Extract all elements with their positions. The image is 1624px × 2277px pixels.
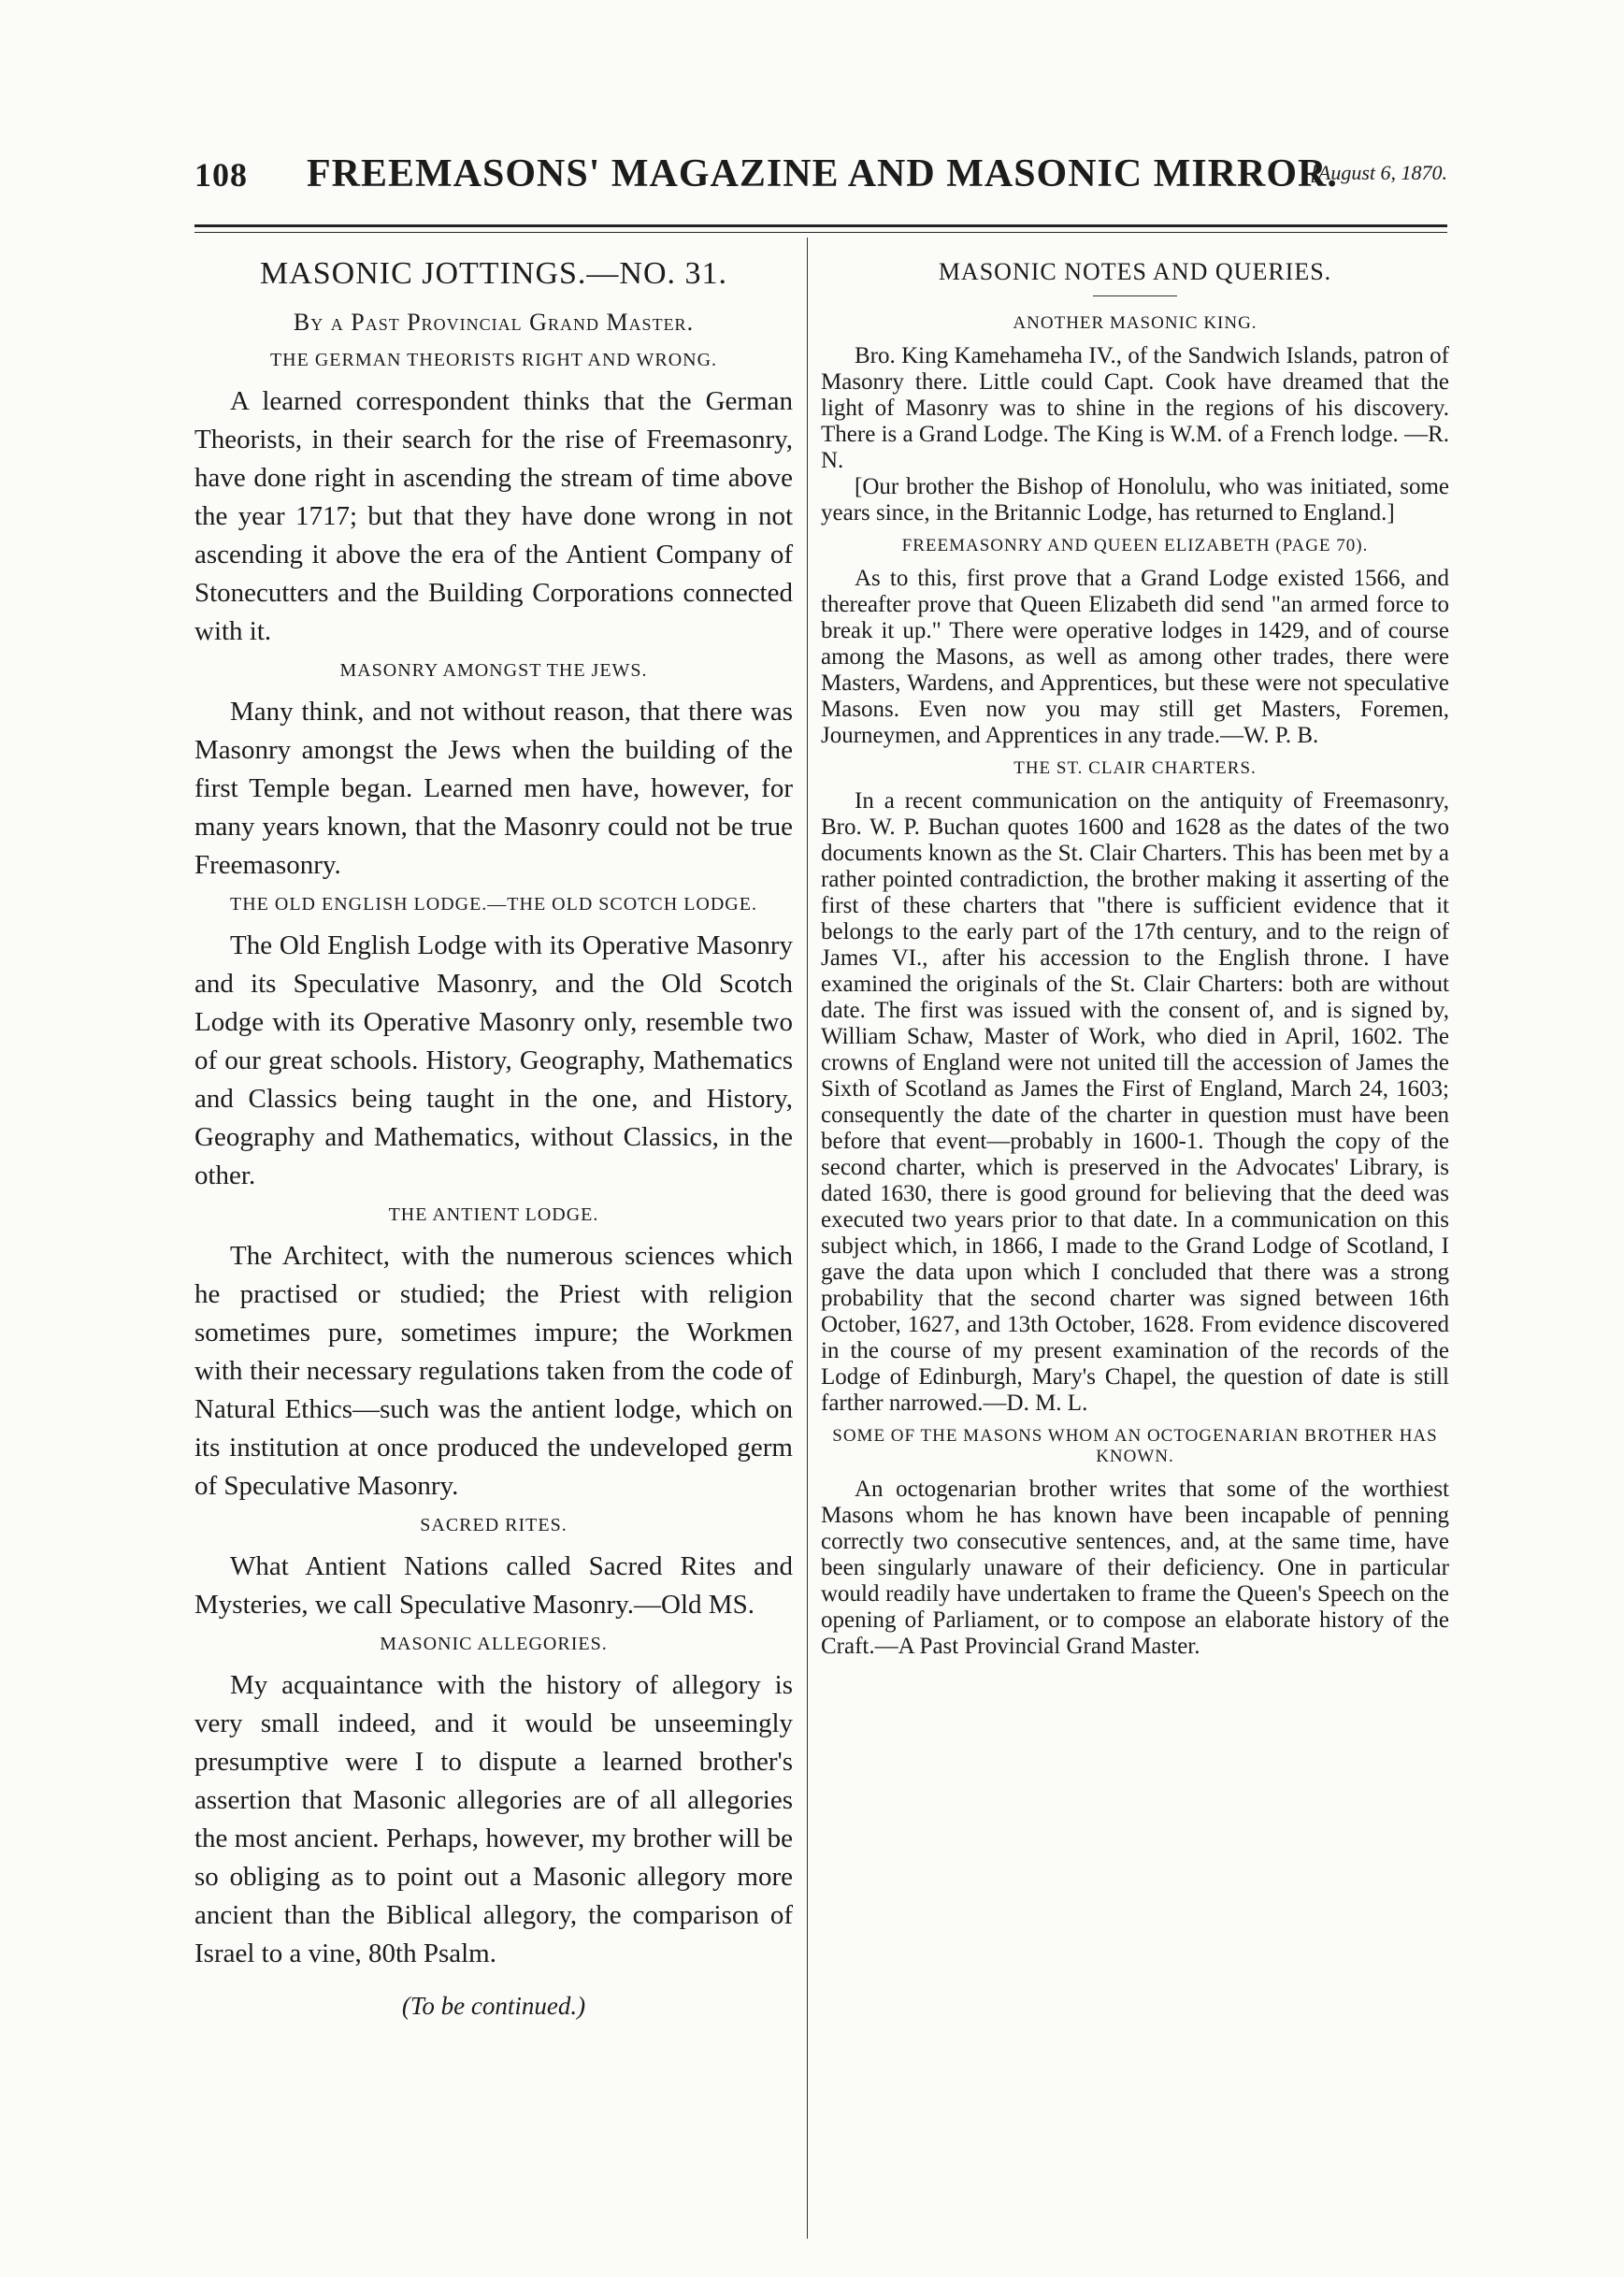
page-header (194, 151, 1447, 206)
article-title: MASONIC NOTES AND QUERIES. (938, 258, 1332, 285)
section-heading: SOME OF THE MASONS WHOM AN OCTOGENARIAN BROTHER HAS KNOWN. (832, 1426, 1438, 1466)
section-paragraph: An octogenarian brother writes that some of the worthiest Masons whom he has known have been incapable of penning correctly two consecutive sentences, and, at the same time, have been singularly unaware of their deficiency. One in particular would readily have undertaken to frame the Queen's Speech on the opening of Parliament, or to compose an elaborate history of the Craft.—A Past Provincial Grand Master. (821, 1477, 1449, 1659)
left-column (194, 245, 793, 2021)
section-paragraph: [Our brother the Bishop of Honolulu, who was initiated, some years since, in the Britannic Lodge, has returned to England.] (821, 474, 1449, 526)
section-paragraph: The Architect, with the numerous sciences which he practised or studied; the Priest with religion sometimes pure, sometimes impure; the Workmen with their necessary regulations taken from the code of Natural Ethics—such was the antient lodge, which on its institution at once produced the undeveloped germ of Speculative Masonry. (194, 1241, 793, 1501)
page-number: 108 (194, 156, 248, 194)
title-rule (1093, 295, 1177, 296)
section-paragraph: Bro. King Kamehameha IV., of the Sandwich Islands, patron of Masonry there. Little could Capt. Cook have dreamed that the light of Masonry was to shine in the regions of his discovery. There is a Grand Lodge. The King is W.M. of a French lodge. —R. N. (821, 343, 1449, 473)
section-paragraph: As to this, first prove that a Grand Lodge existed 1566, and thereafter prove that Queen Elizabeth did send "an armed force to break it up." There were operative lodges in 1429, and of course among the Masons, as well as among other trades, there were Masters, Wardens, and Apprentices, but these were not speculative Masons. Even now you may still get Masters, Foremen, Journeymen, and Apprentices in any trade.—W. P. B. (821, 566, 1449, 748)
section-paragraph: My acquaintance with the history of allegory is very small indeed, and it would be unseemingly presumptive were I to dispute a learned brother's assertion that Masonic allegories are of all allegories the most ancient. Perhaps, however, my brother will be so obliging as to point out a Masonic allegory more ancient than the Biblical allegory, the comparison of Israel to a vine, 80th Psalm. (194, 1670, 793, 1968)
section-paragraph: The Old English Lodge with its Operative Masonry and its Speculative Masonry, and the Old Scotch Lodge with its Operative Masonry only, resemble two of our great schools. History, Geography, Mathematics and Classics being taught in the one, and History, Geography and Mathematics, without Classics, in the other. (194, 930, 793, 1190)
column-divider (807, 238, 808, 2239)
issue-date: [August 6, 1870. (1310, 161, 1447, 184)
continued-note: (To be continued.) (401, 1992, 586, 2020)
magazine-title: FREEMASONS' MAGAZINE AND MASONIC MIRROR. (307, 152, 1338, 195)
section-heading: FREEMASONRY AND QUEEN ELIZABETH (PAGE 70). (901, 536, 1369, 555)
header-rule (194, 224, 1447, 227)
section-heading: MASONIC ALLEGORIES. (380, 1634, 608, 1654)
section-heading: ANOTHER MASONIC KING. (1013, 313, 1258, 333)
section-paragraph: Many think, and not without reason, that there was Masonry amongst the Jews when the building of the first Temple began. Learned men have, however, for many years known, that the Masonry could not be true Freemasonry. (194, 697, 793, 880)
section-paragraph: What Antient Nations called Sacred Rites and Mysteries, we call Speculative Masonry.—Old MS. (194, 1551, 793, 1620)
section-heading: THE ANTIENT LODGE. (388, 1204, 599, 1225)
section-heading: SACRED RITES. (420, 1515, 568, 1535)
section-heading: THE GERMAN THEORISTS RIGHT AND WRONG. (269, 350, 718, 370)
section-paragraph: A learned correspondent thinks that the German Theorists, in their search for the rise of Freemasonry, have done right in ascending the stream of time above the year 1717; but that they have done wrong in not ascending it above the era of the Antient Company of Stonecutters and the Building Corporations connected with it. (194, 386, 793, 646)
right-column (821, 245, 1449, 1660)
section-heading: THE OLD ENGLISH LODGE.—THE OLD SCOTCH LODGE. (230, 894, 757, 915)
section-paragraph: In a recent communication on the antiquity of Freemasonry, Bro. W. P. Buchan quotes 1600 and 1628 as the dates of the two documents known as the St. Clair Charters. This has been met by a rather pointed contradiction, the brother making it asserting of the first of these charters that "there is sufficient evidence that it belongs to the early part of the 17th century, and to the reign of James VI., after his accession to the English throne. I have examined the originals of the St. Clair Charters: both are without date. The first was issued with the consent of, and is signed by, William Schaw, Master of Work, who died in April, 1602. The crowns of England were not united till the accession of James the Sixth of Scotland as James the First of England, March 24, 1603; consequently the date of the charter in question must have been before that event—probably in 1600-1. Though the copy of the second charter, which is preserved in the Advocates' Library, is dated 1630, there is good ground for believing that the deed was executed two years prior to that date. In a communication on this subject which, in 1866, I made to the Grand Lodge of Scotland, I gave the data upon which I concluded that there was a strong probability that the second charter was signed between 16th October, 1627, and 13th October, 1628. From evidence discovered in the course of my present examination of the records of the Lodge of Edinburgh, Mary's Chapel, the question of date is still farther narrowed.—D. M. L. (821, 788, 1449, 1416)
section-heading: THE ST. CLAIR CHARTERS. (1013, 758, 1257, 778)
header-rule-thin (194, 232, 1447, 233)
article-title: MASONIC JOTTINGS.—NO. 31. (259, 256, 728, 291)
article-byline: By a Past Provincial Grand Master. (293, 309, 695, 336)
section-heading: MASONRY AMONGST THE JEWS. (339, 660, 648, 681)
